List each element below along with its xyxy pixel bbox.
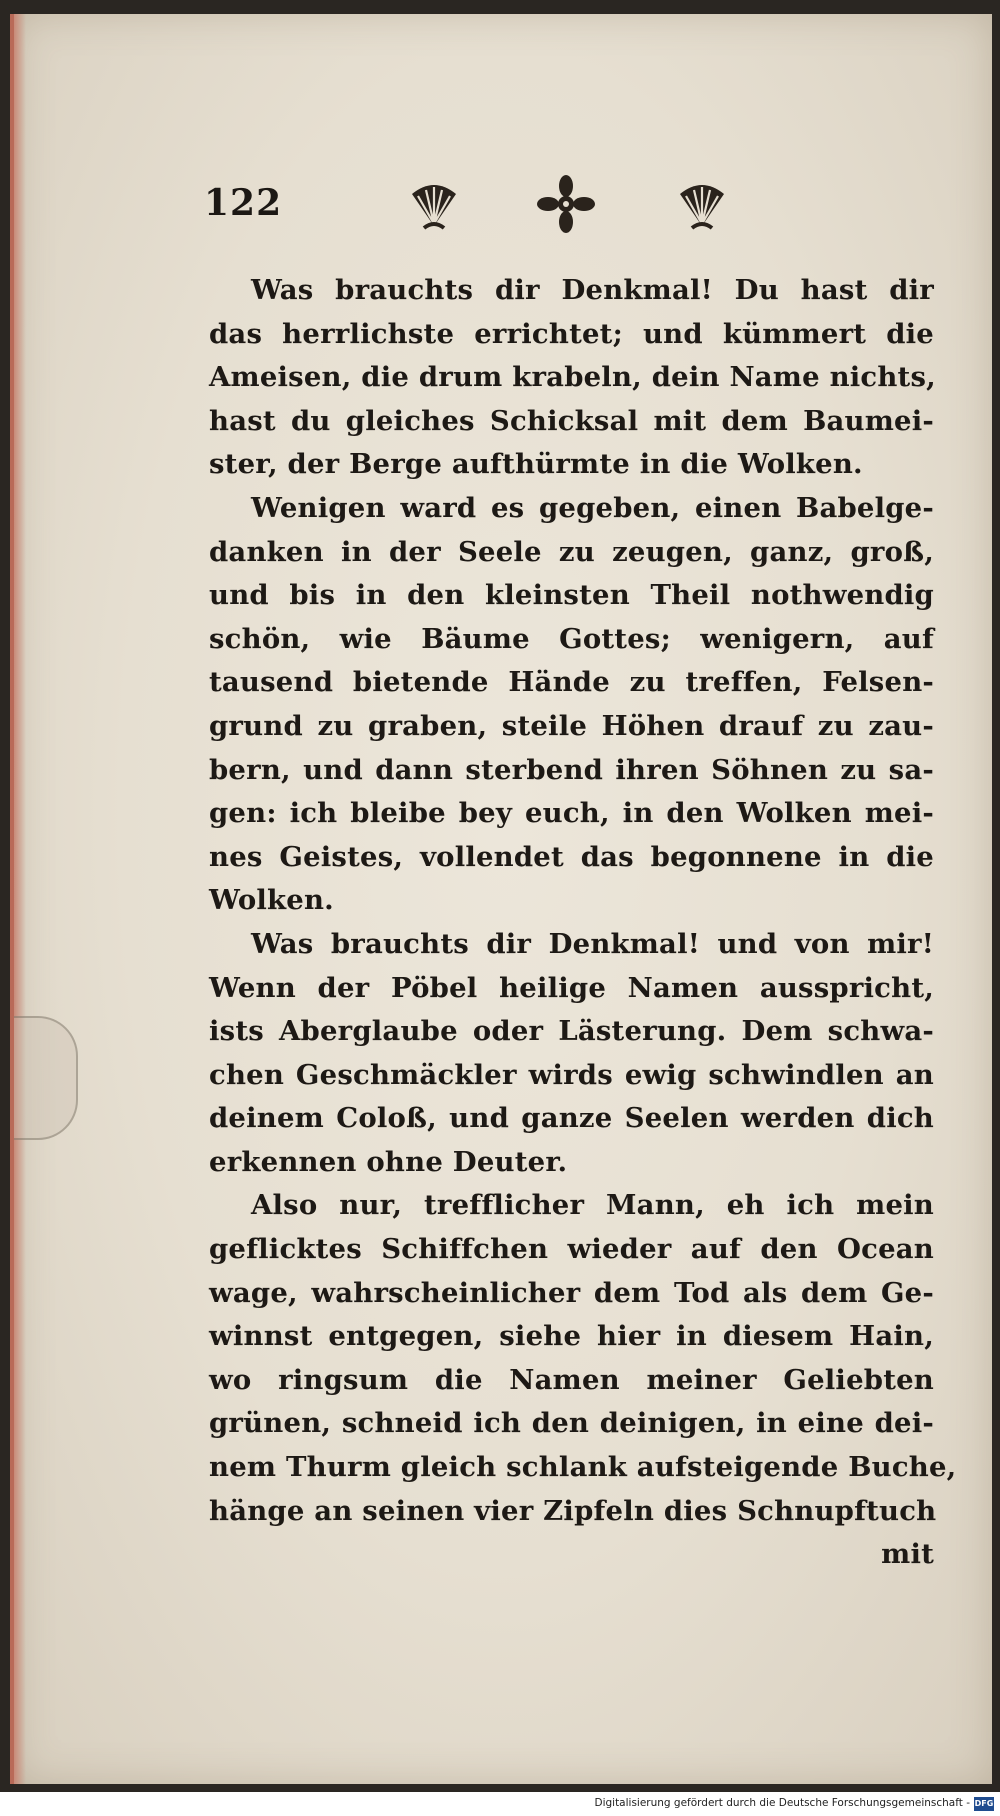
text-line: grünen, schneid ich den deinigen, in eine dei- <box>209 1407 934 1440</box>
text-line: nes Geistes, vollendet das begonnene in die <box>209 840 934 873</box>
text-line: hast du gleiches Schicksal mit dem Baumei- <box>209 404 934 437</box>
text-line: Also nur, trefflicher Mann, eh ich mein <box>251 1189 934 1222</box>
text-line: bern, und dann sterbend ihren Söhnen zu sa- <box>209 753 934 786</box>
text-line: ster, der Berge aufthürmte in die Wolken. <box>209 448 863 481</box>
text-line: ists Aberglaube oder Lästerung. Dem schwa- <box>209 1015 934 1048</box>
catchword: mit <box>881 1538 934 1571</box>
text-line: winnst entgegen, siehe hier in diesem Hain, <box>209 1320 934 1353</box>
text-line: Was brauchts dir Denkmal! und von mir! <box>251 927 934 960</box>
text-line: hänge an seinen vier Zipfeln dies Schnupftuch <box>209 1494 937 1527</box>
text-line: und bis in den kleinsten Theil nothwendig <box>209 579 934 612</box>
text-line: Wenigen ward es gegeben, einen Babelge- <box>251 491 934 524</box>
shell-ornament-icon <box>672 174 732 234</box>
text-line: Was brauchts dir Denkmal! Du hast dir <box>251 274 934 306</box>
clip-shadow <box>14 1016 78 1140</box>
text-line: Wolken. <box>209 884 334 917</box>
text-line: danken in der Seele zu zeugen, ganz, groß, <box>209 535 934 568</box>
dfg-logo-icon: DFG <box>974 1797 994 1811</box>
text-line: das herrlichste errichtet; und kümmert die <box>209 317 934 350</box>
text-line: deinem Coloß, und ganze Seelen werden dich <box>209 1102 934 1135</box>
flower-ornament-icon <box>536 174 596 234</box>
text-line: chen Geschmäckler wirds ewig schwindlen an <box>209 1058 934 1091</box>
text-line: grund zu graben, steile Höhen drauf zu zau- <box>209 709 934 742</box>
page-edge <box>14 14 26 1784</box>
text-line: Wenn der Pöbel heilige Namen ausspricht, <box>209 971 934 1004</box>
page-header <box>204 174 924 234</box>
text-line: gen: ich bleibe bey euch, in den Wolken mei- <box>209 797 934 830</box>
shell-ornament-icon <box>404 174 464 234</box>
header-ornaments <box>404 174 744 234</box>
digitization-footer <box>0 1792 1000 1816</box>
body-text <box>209 269 957 1577</box>
text-line: wo ringsum die Namen meiner Geliebten <box>209 1363 934 1396</box>
footer-credit: Digitalisierung gefördert durch die Deutsche Forschungsgemeinschaft - <box>594 1797 970 1809</box>
text-line: geflicktes Schiffchen wieder auf den Ocean <box>209 1233 934 1266</box>
text-line: schön, wie Bäume Gottes; wenigern, auf <box>209 622 934 655</box>
text-line: erkennen ohne Deuter. <box>209 1145 568 1178</box>
book-page <box>10 14 992 1784</box>
page-number: 122 <box>204 182 283 224</box>
text-line: wage, wahrscheinlicher dem Tod als dem Ge- <box>209 1276 934 1309</box>
text-line: nem Thurm gleich schlank aufsteigende Buche, <box>209 1451 957 1484</box>
text-line: tausend bietende Hände zu treffen, Felsen- <box>209 666 934 699</box>
text-line: Ameisen, die drum krabeln, dein Name nichts, <box>209 361 936 394</box>
